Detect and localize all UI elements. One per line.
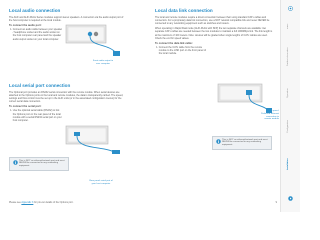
info-icon bbox=[216, 139, 221, 144]
datalink-steps-list bbox=[155, 46, 209, 55]
left-column-lower bbox=[9, 84, 127, 122]
footer-prefix: Please see bbox=[9, 201, 21, 204]
appendix-link[interactable]: Appendix 3 bbox=[21, 201, 34, 204]
section-heading-serial: Local serial port connection bbox=[9, 83, 71, 88]
datalink-figure-caption: Rear panel: Preferred Ethernet connection to remote module bbox=[261, 110, 279, 121]
audio-step-1: 1. Connect an audio cable between your speaker / headphone socket and the audio socket on the host computer rear panel and the speaker audio output socket on your local computer. bbox=[13, 28, 63, 40]
sidebar-item-operation[interactable]: Operation bbox=[287, 88, 289, 98]
footer-note bbox=[9, 201, 73, 204]
sidebar-item-further-information[interactable]: Further information bbox=[287, 47, 289, 67]
info-icon bbox=[13, 160, 18, 165]
datalink-warning-note bbox=[212, 136, 272, 150]
serial-figure-caption: Rear panel serial port of your host computer bbox=[89, 180, 113, 185]
serial-description: The Optional port provides an RS232 serial connection with the remote module. When serial devices are attached to the Options ports on the local and remote modules, the data is transparently carried. The speed, settings and flow control must be set up in the ALIF units (or in the associated configuration menus) for the correct serial data connection. bbox=[9, 90, 124, 103]
audio-figure-caption: Front audio output to user computer bbox=[92, 60, 114, 65]
audio-steps-list bbox=[9, 28, 63, 40]
footer-suffix: for pin-out details of the Options port. bbox=[34, 201, 74, 204]
datalink-warning-text: This is NOT an ethernet/network port and must NEVER be connected to any networking equipment. bbox=[222, 138, 268, 147]
sidebar-item-configuration[interactable]: Configuration bbox=[287, 119, 289, 133]
audio-steps-title: To connect the audio port: bbox=[9, 24, 42, 28]
section-heading-datalink: Local data link connection bbox=[155, 8, 213, 13]
datalink-steps-title: To connect the data link cable: bbox=[155, 42, 193, 46]
serial-steps-title: To connect the serial port: bbox=[9, 105, 42, 109]
serial-steps-list bbox=[9, 109, 63, 121]
next-page-icon[interactable] bbox=[288, 196, 293, 201]
datalink-description-1: The local and remote modules require a direct connection between their using standard CATx cables and connectors. For a proprietary data link connection, use a NOT network compatible link and never NEVER be connected to any networking equipment such as switches and routers. bbox=[155, 15, 270, 25]
serial-step-1: 1. Use the optional serial cable (RS232) to link the Options port on the rear panel of the local module with a serial RS232 serial port on your host computer. bbox=[13, 109, 63, 121]
sidebar-item-index[interactable]: Index bbox=[287, 23, 289, 29]
datalink-description-2: When operating in Rapid Dual mode (ALIF-DUAL with SFP) the two separate channels are available: two separate CATx cables are needed between the two modules to maintain a full 1000Mbps link. The link length is at the maximum of 100 meters. Note: devices will be graded when single lengths of CATx cables are used. Check the end for speed values. bbox=[155, 27, 273, 40]
sidebar-item-installation[interactable]: Installation bbox=[287, 158, 289, 170]
page-number: 9 bbox=[275, 201, 277, 204]
right-column bbox=[155, 9, 273, 56]
section-icon bbox=[288, 6, 293, 11]
audio-description: The ALIF and ALIF-DUAL Series modules support stereo speakers. A connection via the audio output port of the host computer is required at the local module. bbox=[9, 15, 124, 22]
section-sidebar bbox=[280, 0, 300, 212]
datalink-step-1: 1. Connect the CATx cable from the remote module to the LINK port on the front panel of the local module. bbox=[159, 46, 209, 55]
audio-module-illustration bbox=[64, 21, 126, 61]
serial-warning-text: This is NOT an ethernet/network port and must NEVER be connected to any networking equipment. bbox=[19, 159, 65, 168]
serial-warning-note bbox=[9, 157, 69, 171]
section-heading-audio: Local audio connection bbox=[9, 8, 61, 13]
serial-module-illustration bbox=[64, 122, 126, 158]
